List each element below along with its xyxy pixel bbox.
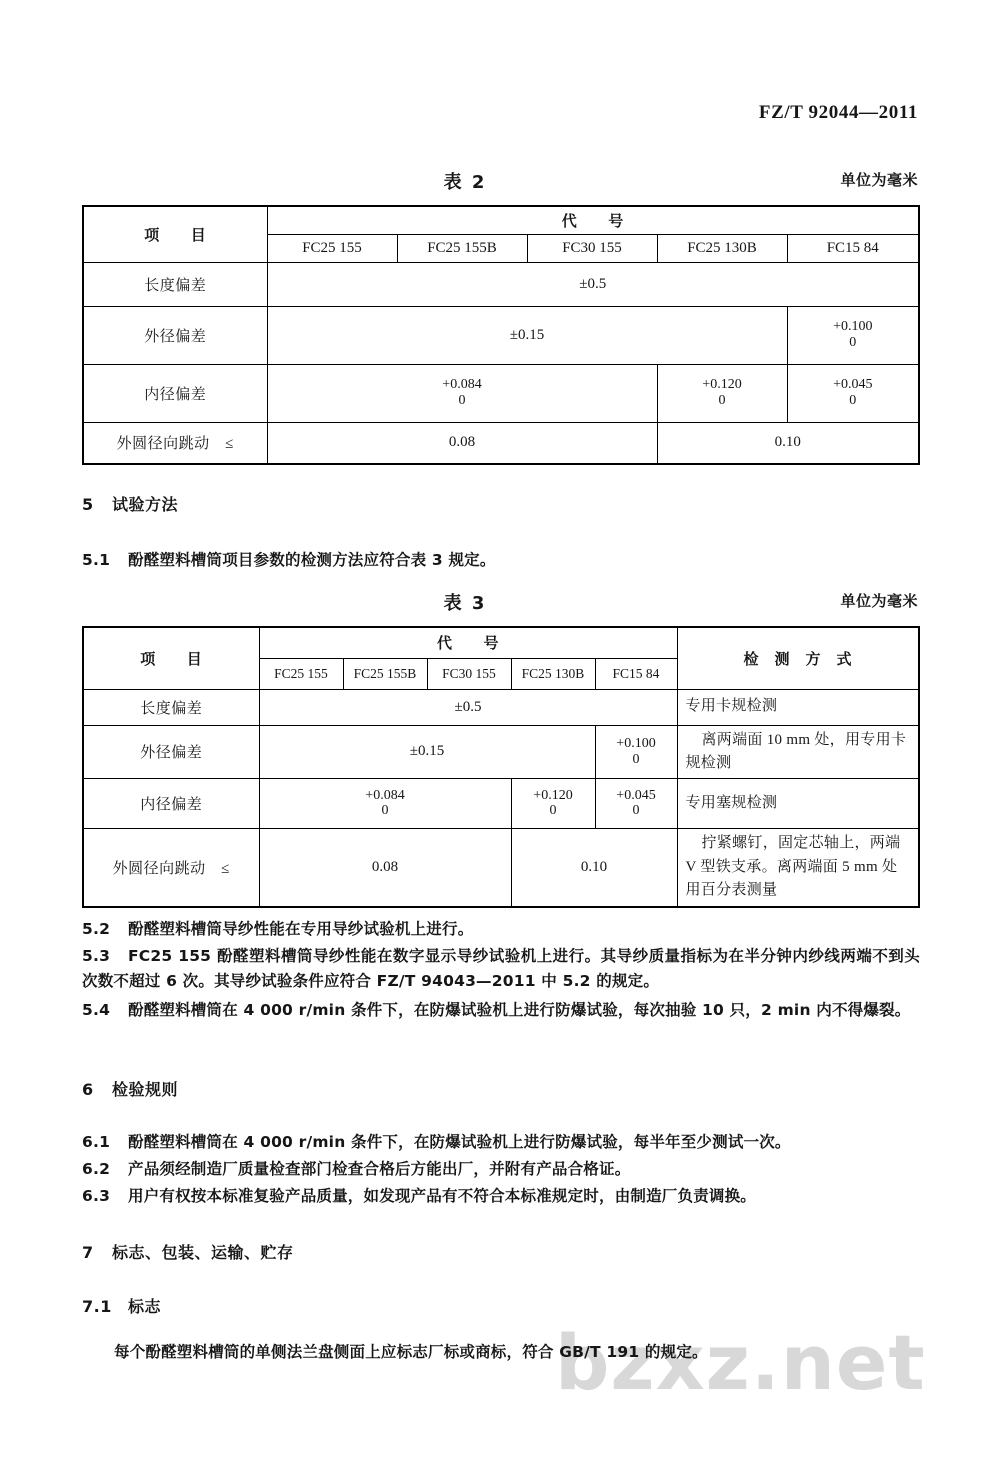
paragraph-5-3-text: FC25 155 酚醛塑料槽筒导纱性能在数字显示导纱试验机上进行。其导纱质量指标为在半分钟内纱线两端不到头次数不超过 6 次。其导纱试验条件应符合 FZ/T 94043—2011 中 5.2 的规定。 [82, 947, 920, 991]
paragraph-6-3 [82, 1184, 920, 1209]
table3-caption-row [82, 589, 918, 613]
table3-row3-method: 拧紧螺钉，固定芯轴上，两端 V 型铁支承。离两端面 5 mm 处用百分表测量 [677, 829, 919, 907]
table2-row1-value-0: ±0.15 [267, 306, 787, 364]
table2-row2-label: 内径偏差 [83, 364, 267, 422]
paragraph-5-1-text: 酚醛塑料槽筒项目参数的检测方法应符合表 3 规定。 [128, 551, 496, 569]
table-row [83, 779, 919, 829]
section-7-1-title: 标志 [128, 1297, 162, 1316]
paragraph-5-2-text: 酚醛塑料槽筒导纱性能在专用导纱试验机上进行。 [128, 920, 474, 938]
paragraph-5-1 [82, 548, 920, 573]
table3-row1-label: 外径偏差 [83, 725, 259, 779]
tolerance-upper: +0.120 [533, 787, 573, 803]
table2-code-4: FC15 84 [787, 234, 919, 262]
paragraph-6-2 [82, 1157, 920, 1182]
section-5-title: 试验方法 [112, 495, 179, 514]
table-row [83, 422, 919, 464]
table2-code-1: FC25 155B [397, 234, 527, 262]
paragraph-5-3-label: 5.3 [82, 947, 111, 965]
table2-code-3: FC25 130B [657, 234, 787, 262]
paragraph-6-1 [82, 1130, 920, 1155]
table3-unit-note: 单位为毫米 [840, 592, 918, 610]
paragraph-5-2-label: 5.2 [82, 920, 111, 938]
table2-row1-label: 外径偏差 [83, 306, 267, 364]
tolerance-lower: 0 [632, 803, 640, 819]
tolerance-lower: 0 [632, 751, 640, 767]
table2-caption: 表 2 [443, 172, 487, 193]
paragraph-6-3-text: 用户有权按本标准复验产品质量，如发现产品有不符合本标准规定时，由制造厂负责调换。 [128, 1187, 757, 1205]
section-5-heading [82, 492, 178, 515]
table3-row2-value-0 [259, 779, 511, 829]
tolerance-upper: +0.100 [616, 735, 656, 751]
table-row [83, 689, 919, 725]
table3-code-4: FC15 84 [595, 658, 677, 689]
section-6-heading [82, 1077, 178, 1100]
paragraph-6-1-label: 6.1 [82, 1133, 111, 1151]
table2-unit-note: 单位为毫米 [840, 171, 918, 189]
table3-code-2: FC30 155 [427, 658, 511, 689]
table2-row0-label: 长度偏差 [83, 262, 267, 306]
tolerance-upper: +0.045 [616, 787, 656, 803]
table3-row1-value-1 [595, 725, 677, 779]
table3-row3-value-0: 0.08 [259, 829, 511, 907]
tolerance-lower: 0 [381, 803, 389, 819]
paragraph-5-1-label: 5.1 [82, 551, 111, 569]
paragraph-6-1-text: 酚醛塑料槽筒在 4 000 r/min 条件下，在防爆试验机上进行防爆试验，每半年至少测试一次。 [128, 1133, 791, 1151]
table-2 [82, 205, 920, 465]
tolerance-lower: 0 [458, 392, 466, 408]
table2-row2-value-0 [267, 364, 657, 422]
section-7-title: 标志、包装、运输、贮存 [112, 1243, 294, 1262]
section-6-title: 检验规则 [112, 1080, 179, 1099]
table2-caption-row [82, 168, 918, 192]
table3-caption: 表 3 [443, 593, 487, 614]
section-7-heading [82, 1240, 294, 1263]
paragraph-6-2-text: 产品须经制造厂质量检查部门检查合格后方能出厂，并附有产品合格证。 [128, 1160, 631, 1178]
table3-row1-value-0: ±0.15 [259, 725, 595, 779]
paragraph-5-3 [82, 944, 920, 994]
tolerance-lower: 0 [718, 392, 726, 408]
paragraph-5-2 [82, 917, 920, 942]
table3-row2-value-1 [511, 779, 595, 829]
table2-header-row-1 [83, 206, 919, 234]
paragraph-6-3-label: 6.3 [82, 1187, 111, 1205]
table2-row2-value-1 [657, 364, 787, 422]
table3-row0-method: 专用卡规检测 [677, 689, 919, 725]
table2-code-0: FC25 155 [267, 234, 397, 262]
table-row [83, 364, 919, 422]
table3-row0-value-0: ±0.5 [259, 689, 677, 725]
tolerance-lower: 0 [849, 334, 857, 350]
table2-row3-value-0: 0.08 [267, 422, 657, 464]
tolerance-upper: +0.084 [365, 787, 405, 803]
section-7-1-number: 7.1 [82, 1297, 112, 1316]
table3-row1-method: 离两端面 10 mm 处，用专用卡规检测 [677, 725, 919, 779]
section-7-number: 7 [82, 1243, 94, 1262]
paragraph-7-1-body: 每个酚醛塑料槽筒的单侧法兰盘侧面上应标志厂标或商标，符合 GB/T 191 的规定。 [114, 1343, 708, 1361]
table3-item-header: 项 目 [83, 627, 259, 689]
table2-row0-value-0: ±0.5 [267, 262, 919, 306]
tolerance-upper: +0.100 [833, 319, 873, 335]
table-row [83, 725, 919, 779]
tolerance-upper: +0.120 [702, 377, 742, 393]
tolerance-lower: 0 [549, 803, 557, 819]
watermark: bzxz.net [555, 1318, 926, 1407]
table3-row2-method: 专用塞规检测 [677, 779, 919, 829]
table3-code-1: FC25 155B [343, 658, 427, 689]
section-5-number: 5 [82, 495, 94, 514]
table3-row2-label: 内径偏差 [83, 779, 259, 829]
table2-row2-value-2 [787, 364, 919, 422]
table-row [83, 829, 919, 907]
table3-row3-value-1: 0.10 [511, 829, 677, 907]
section-6-number: 6 [82, 1080, 94, 1099]
table3-row3-label: 外圆径向跳动 ≤ [83, 829, 259, 907]
table2-item-header: 项 目 [83, 206, 267, 262]
table3-code-3: FC25 130B [511, 658, 595, 689]
paragraph-5-4-label: 5.4 [82, 1001, 111, 1019]
table3-row0-label: 长度偏差 [83, 689, 259, 725]
section-7-1-heading [82, 1294, 161, 1317]
paragraph-5-4 [82, 998, 920, 1023]
table3-method-header: 检 测 方 式 [677, 627, 919, 689]
table2-row3-label: 外圆径向跳动 ≤ [83, 422, 267, 464]
table2-row3-value-1: 0.10 [657, 422, 919, 464]
paragraph-5-4-text: 酚醛塑料槽筒在 4 000 r/min 条件下，在防爆试验机上进行防爆试验，每次抽验 10 只，2 min 内不得爆裂。 [128, 1001, 911, 1019]
table2-code-2: FC30 155 [527, 234, 657, 262]
tolerance-upper: +0.084 [442, 377, 482, 393]
page-header-standard-number: FZ/T 92044—2011 [758, 102, 918, 123]
table-row [83, 306, 919, 364]
paragraph-6-2-label: 6.2 [82, 1160, 111, 1178]
table-3 [82, 626, 920, 908]
tolerance-lower: 0 [849, 392, 857, 408]
table3-row2-value-2 [595, 779, 677, 829]
table3-code-0: FC25 155 [259, 658, 343, 689]
table-row [83, 262, 919, 306]
table3-code-header: 代 号 [259, 627, 677, 658]
table3-header-row-1 [83, 627, 919, 658]
tolerance-upper: +0.045 [833, 377, 873, 393]
table2-code-header: 代 号 [267, 206, 919, 234]
table2-row1-value-1 [787, 306, 919, 364]
